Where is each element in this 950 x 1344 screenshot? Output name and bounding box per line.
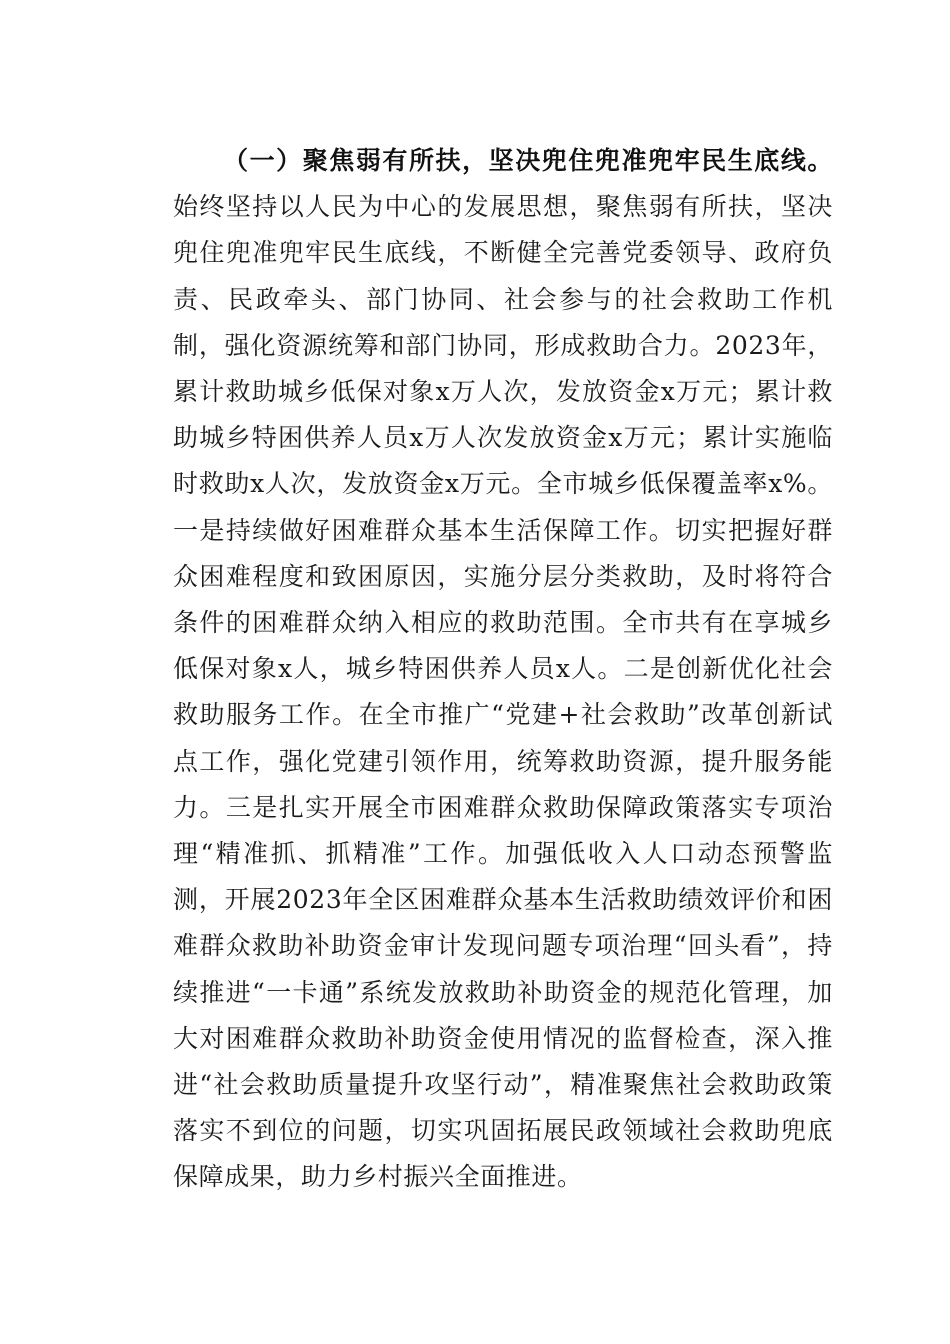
body-paragraph — [173, 138, 833, 1201]
paragraph-body: 始终坚持以人民为中心的发展思想，聚焦弱有所扶，坚决兜住兜准兜牢民生底线，不断健全完善党委领导、政府负责、民政牵头、部门协同、社会参与的社会救助工作机制，强化资源统筹和部门协同，形成救助合力。2023年，累计救助城乡低保对象x万人次，发放资金x万元；累计救助城乡特困供养人员x万人次发放资金x万元；累计实施临时救助x人次，发放资金x万元。全市城乡低保覆盖率x%。一是持续做好困难群众基本生活保障工作。切实把握好群众困难程度和致困原因，实施分层分类救助，及时将符合条件的困难群众纳入相应的救助范围。全市共有在享城乡低保对象x人，城乡特困供养人员x人。二是创新优化社会救助服务工作。在全市推广“党建+社会救助”改革创新试点工作，强化党建引领作用，统筹救助资源，提升服务能力。三是扎实开展全市困难群众救助保障政策落实专项治理“精准抓、抓精准”工作。加强低收入人口动态预警监测，开展2023年全区困难群众基本生活救助绩效评价和困难群众救助补助资金审计发现问题专项治理“回头看”，持续推进“一卡通”系统发放救助补助资金的规范化管理，加大对困难群众救助补助资金使用情况的监督检查，深入推进“社会救助质量提升攻坚行动”，精准聚焦社会救助政策落实不到位的问题，切实巩固拓展民政领域社会救助兜底保障成果，助力乡村振兴全面推进。 — [173, 192, 833, 1192]
section-heading: （一）聚焦弱有所扶，坚决兜住兜准兜牢民生底线。 — [223, 146, 833, 175]
